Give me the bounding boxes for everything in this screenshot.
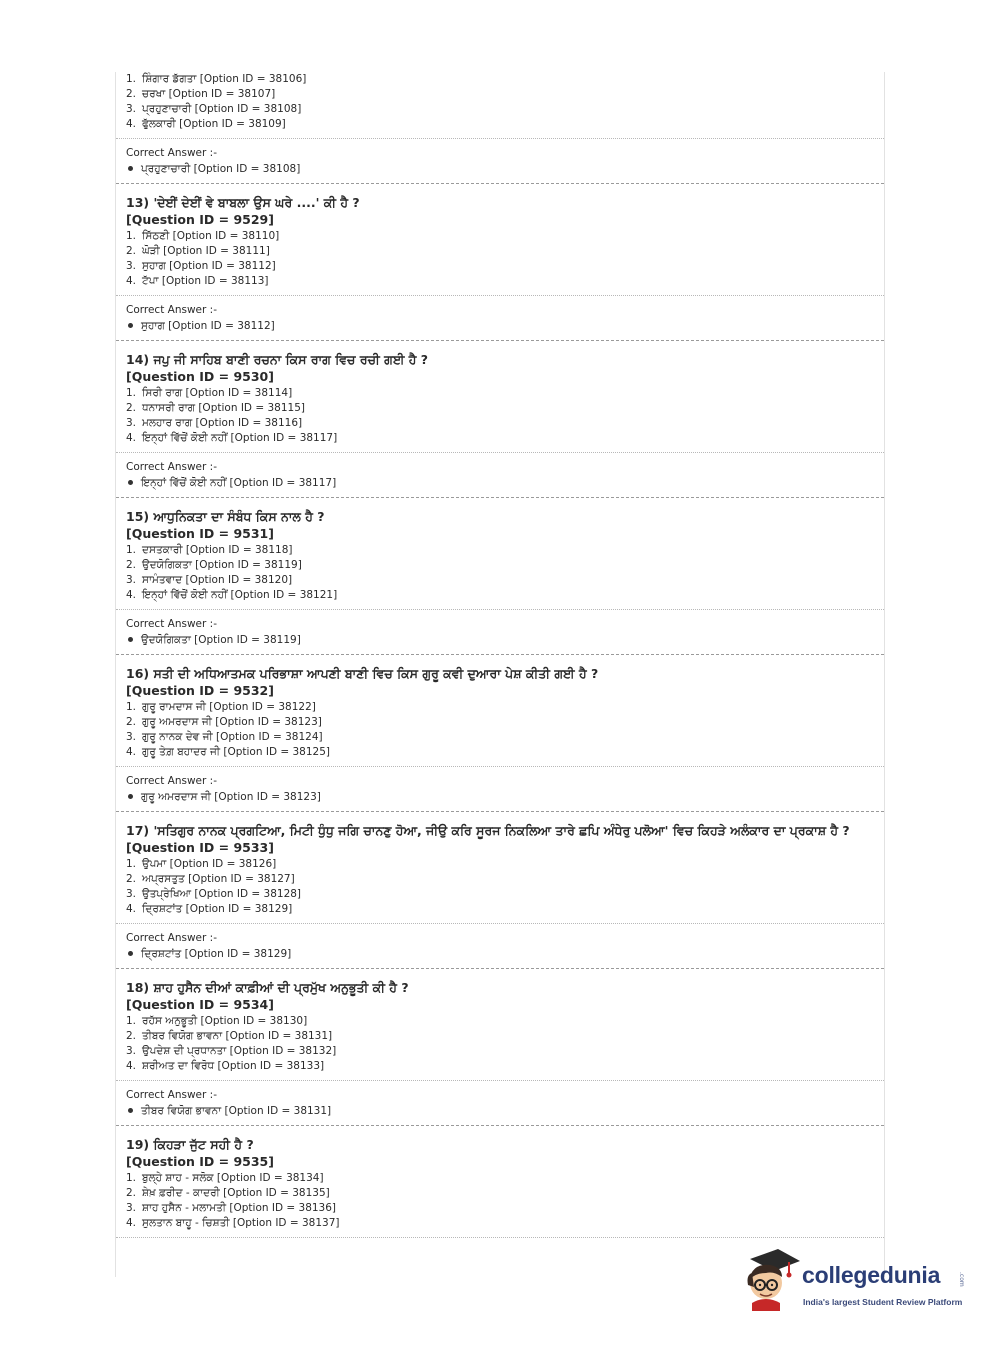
correct-answer-value: ਗੁਰੂ ਅਮਰਦਾਸ ਜੀ [Option ID = 38123]	[126, 790, 884, 805]
correct-answer-value: ਸੁਹਾਗ [Option ID = 38112]	[126, 319, 884, 334]
option-item: 3. ਉਤਪ੍ਰੇਖਿਆ [Option ID = 38128]	[126, 888, 302, 900]
correct-answer-value: ਉਦਯੋਗਿਕਤਾ [Option ID = 38119]	[126, 633, 884, 648]
bullet-icon	[128, 637, 133, 642]
option-item: 2. ਗੁਰੂ ਅਮਰਦਾਸ ਜੀ [Option ID = 38123]	[126, 716, 322, 728]
question-title: 13) 'ਦੇਈਂ ਦੇਈਂ ਵੇ ਬਾਬਲਾ ਉਸ ਘਰੇ ....' ਕੀ ਹੈ ?	[126, 195, 360, 210]
correct-answer-block	[116, 453, 884, 491]
question-id: [Question ID = 9530]	[126, 369, 274, 384]
correct-answer-block	[116, 610, 884, 648]
option-item: 1. ਬੁਲ੍ਹੇ ਸ਼ਾਹ - ਸਲੋਕ [Option ID = 38134]	[126, 1172, 324, 1184]
option-item: 3. ਮਲਹਾਰ ਰਾਗ [Option ID = 38116]	[126, 417, 303, 429]
correct-answer-block	[116, 296, 884, 334]
brand-name: collegedunia	[802, 1262, 941, 1288]
bullet-icon	[128, 951, 133, 956]
option-list	[126, 229, 884, 289]
divider	[116, 1237, 884, 1238]
option-item: 1. ਸਿੱਠਣੀ [Option ID = 38110]	[126, 230, 280, 242]
bullet-icon	[128, 1108, 133, 1113]
option-item: 1. ਉਪਮਾ [Option ID = 38126]	[126, 858, 277, 870]
option-item: 3. ਗੁਰੂ ਨਾਨਕ ਦੇਵ ਜੀ [Option ID = 38124]	[126, 731, 323, 743]
question-title: 17) 'ਸਤਿਗੁਰ ਨਾਨਕ ਪ੍ਰਗਟਿਆ, ਮਿਟੀ ਧੁੰਧੁ ਜਗਿ ਚਾਨਣੁ ਹੋਆ, ਜੀਉ ਕਰਿ ਸੂਰਜ ਨਿਕਲਿਆ ਤਾਰੇ ਛਪਿ ਅੰਧੇਰੁ ਪਲੋਆ' ਵਿਚ ਕਿਹੜੇ ਅਲੰਕਾਰ ਦਾ ਪ੍ਰਕਾਸ਼ ਹੈ ?	[126, 823, 850, 838]
option-item: 4. ਫੁੱਲਕਾਰੀ [Option ID = 38109]	[126, 118, 286, 130]
correct-answer-label: Correct Answer :-	[126, 775, 217, 787]
option-item: 3. ਸੁਹਾਗ [Option ID = 38112]	[126, 260, 276, 272]
question-14	[116, 341, 884, 446]
question-title: 18) ਸ਼ਾਹ ਹੁਸੈਨ ਦੀਆਂ ਕਾਫ਼ੀਆਂ ਦੀ ਪ੍ਰਮੁੱਖ ਅਨੁਭੂਤੀ ਕੀ ਹੈ ?	[126, 980, 409, 995]
question-id: [Question ID = 9533]	[126, 840, 274, 855]
option-item: 2. ਅਪ੍ਰਸਤੁਤ [Option ID = 38127]	[126, 873, 295, 885]
option-item: 2. ਧਨਾਸਰੀ ਰਾਗ [Option ID = 38115]	[126, 402, 305, 414]
question-17	[116, 812, 884, 917]
correct-answer-value: ਪ੍ਰਹੁਣਾਚਾਰੀ [Option ID = 38108]	[126, 162, 884, 177]
option-item: 4. ਦ੍ਰਿਸ਼ਟਾਂਤ [Option ID = 38129]	[126, 903, 293, 915]
option-list	[126, 700, 884, 760]
option-item: 2. ਚਰਖਾ [Option ID = 38107]	[126, 88, 276, 100]
correct-answer-label: Correct Answer :-	[126, 1089, 217, 1101]
question-16	[116, 655, 884, 760]
option-item: 1. ਰਹੱਸ ਅਨੁਭੂਤੀ [Option ID = 38130]	[126, 1015, 308, 1027]
option-list	[126, 1171, 884, 1231]
correct-answer-block	[116, 139, 884, 177]
option-list	[126, 543, 884, 603]
option-item: 4. ਇਨ੍ਹਾਂ ਵਿੱਚੋਂ ਕੋਈ ਨਹੀਂ [Option ID = 38117]	[126, 432, 338, 444]
correct-answer-label: Correct Answer :-	[126, 618, 217, 630]
question-title: 15) ਆਧੁਨਿਕਤਾ ਦਾ ਸੰਬੰਧ ਕਿਸ ਨਾਲ ਹੈ ?	[126, 509, 325, 524]
option-item: 4. ਸ਼ਰੀਅਤ ਦਾ ਵਿਰੋਧ [Option ID = 38133]	[126, 1060, 325, 1072]
bullet-icon	[128, 480, 133, 485]
option-list	[126, 72, 884, 132]
correct-answer-block	[116, 767, 884, 805]
option-item: 3. ਸ਼ਾਹ ਹੁਸੈਨ - ਮਲਾਮਤੀ [Option ID = 38136]	[126, 1202, 337, 1214]
option-item: 2. ਸ਼ੇਖ਼ ਫ਼ਰੀਦ - ਕਾਦਰੀ [Option ID = 38135]	[126, 1187, 330, 1199]
mascot-icon	[740, 1245, 802, 1311]
option-item: 4. ਟੱਪਾ [Option ID = 38113]	[126, 275, 269, 287]
question-title: 19) ਕਿਹੜਾ ਜੁੱਟ ਸਹੀ ਹੈ ?	[126, 1137, 254, 1152]
correct-answer-label: Correct Answer :-	[126, 304, 217, 316]
question-title: 14) ਜਪੁ ਜੀ ਸਾਹਿਬ ਬਾਣੀ ਰਚਨਾ ਕਿਸ ਰਾਗ ਵਿਚ ਰਚੀ ਗਈ ਹੈ ?	[126, 352, 429, 367]
correct-answer-block	[116, 1081, 884, 1119]
option-item: 1. ਗੁਰੂ ਰਾਮਦਾਸ ਜੀ [Option ID = 38122]	[126, 701, 316, 713]
question-id: [Question ID = 9532]	[126, 683, 274, 698]
option-item: 4. ਇਨ੍ਹਾਂ ਵਿੱਚੋਂ ਕੋਈ ਨਹੀਂ [Option ID = 38121]	[126, 589, 338, 601]
question-id: [Question ID = 9535]	[126, 1154, 274, 1169]
option-item: 1. ਸਿਰੀ ਰਾਗ [Option ID = 38114]	[126, 387, 293, 399]
option-item: 1. ਦਸਤਕਾਰੀ [Option ID = 38118]	[126, 544, 293, 556]
option-item: 2. ਘੋੜੀ [Option ID = 38111]	[126, 245, 270, 257]
question-15	[116, 498, 884, 603]
correct-answer-label: Correct Answer :-	[126, 147, 217, 159]
question-id: [Question ID = 9531]	[126, 526, 274, 541]
question-18	[116, 969, 884, 1074]
correct-answer-label: Correct Answer :-	[126, 932, 217, 944]
bullet-icon	[128, 323, 133, 328]
option-item: 3. ਸਾਮੰਤਵਾਦ [Option ID = 38120]	[126, 574, 293, 586]
bullet-icon	[128, 166, 133, 171]
option-list	[126, 386, 884, 446]
question-id: [Question ID = 9529]	[126, 212, 274, 227]
correct-answer-block	[116, 924, 884, 962]
correct-answer-value: ਇਨ੍ਹਾਂ ਵਿੱਚੋਂ ਕੋਈ ਨਹੀਂ [Option ID = 38117]	[126, 476, 884, 491]
question-paper-page	[115, 72, 885, 1277]
option-item: 4. ਸੁਲਤਾਨ ਬਾਹੂ - ਚਿਸ਼ਤੀ [Option ID = 38137]	[126, 1217, 340, 1229]
correct-answer-label: Correct Answer :-	[126, 461, 217, 473]
question-13	[116, 184, 884, 289]
collegedunia-logo[interactable]	[740, 1245, 970, 1315]
question-19	[116, 1126, 884, 1231]
option-item: 3. ਪ੍ਰਹੁਣਾਚਾਰੀ [Option ID = 38108]	[126, 103, 302, 115]
question-12-continuation	[116, 72, 884, 132]
option-item: 4. ਗੁਰੂ ਤੇਗ਼ ਬਹਾਦਰ ਜੀ [Option ID = 38125]	[126, 746, 330, 758]
brand-domain: .com	[958, 1272, 965, 1287]
question-title: 16) ਸਤੀ ਦੀ ਅਧਿਆਤਮਕ ਪਰਿਭਾਸ਼ਾ ਆਪਣੀ ਬਾਣੀ ਵਿਚ ਕਿਸ ਗੁਰੂ ਕਵੀ ਦੁਆਰਾ ਪੇਸ਼ ਕੀਤੀ ਗਈ ਹੈ ?	[126, 666, 599, 681]
option-item: 3. ਉਪਦੇਸ਼ ਦੀ ਪ੍ਰਧਾਨਤਾ [Option ID = 38132]	[126, 1045, 337, 1057]
correct-answer-value: ਤੀਬਰ ਵਿਯੋਗ ਭਾਵਨਾ [Option ID = 38131]	[126, 1104, 884, 1119]
option-list	[126, 857, 884, 917]
correct-answer-value: ਦ੍ਰਿਸ਼ਟਾਂਤ [Option ID = 38129]	[126, 947, 884, 962]
question-id: [Question ID = 9534]	[126, 997, 274, 1012]
brand-tagline: India's largest Student Review Platform	[803, 1297, 963, 1307]
option-list	[126, 1014, 884, 1074]
option-item: 2. ਤੀਬਰ ਵਿਯੋਗ ਭਾਵਨਾ [Option ID = 38131]	[126, 1030, 333, 1042]
bullet-icon	[128, 794, 133, 799]
option-item: 2. ਉਦਯੋਗਿਕਤਾ [Option ID = 38119]	[126, 559, 302, 571]
option-item: 1. ਸ਼ਿੰਗਾਰ ਡੱਗਤਾ [Option ID = 38106]	[126, 73, 307, 85]
